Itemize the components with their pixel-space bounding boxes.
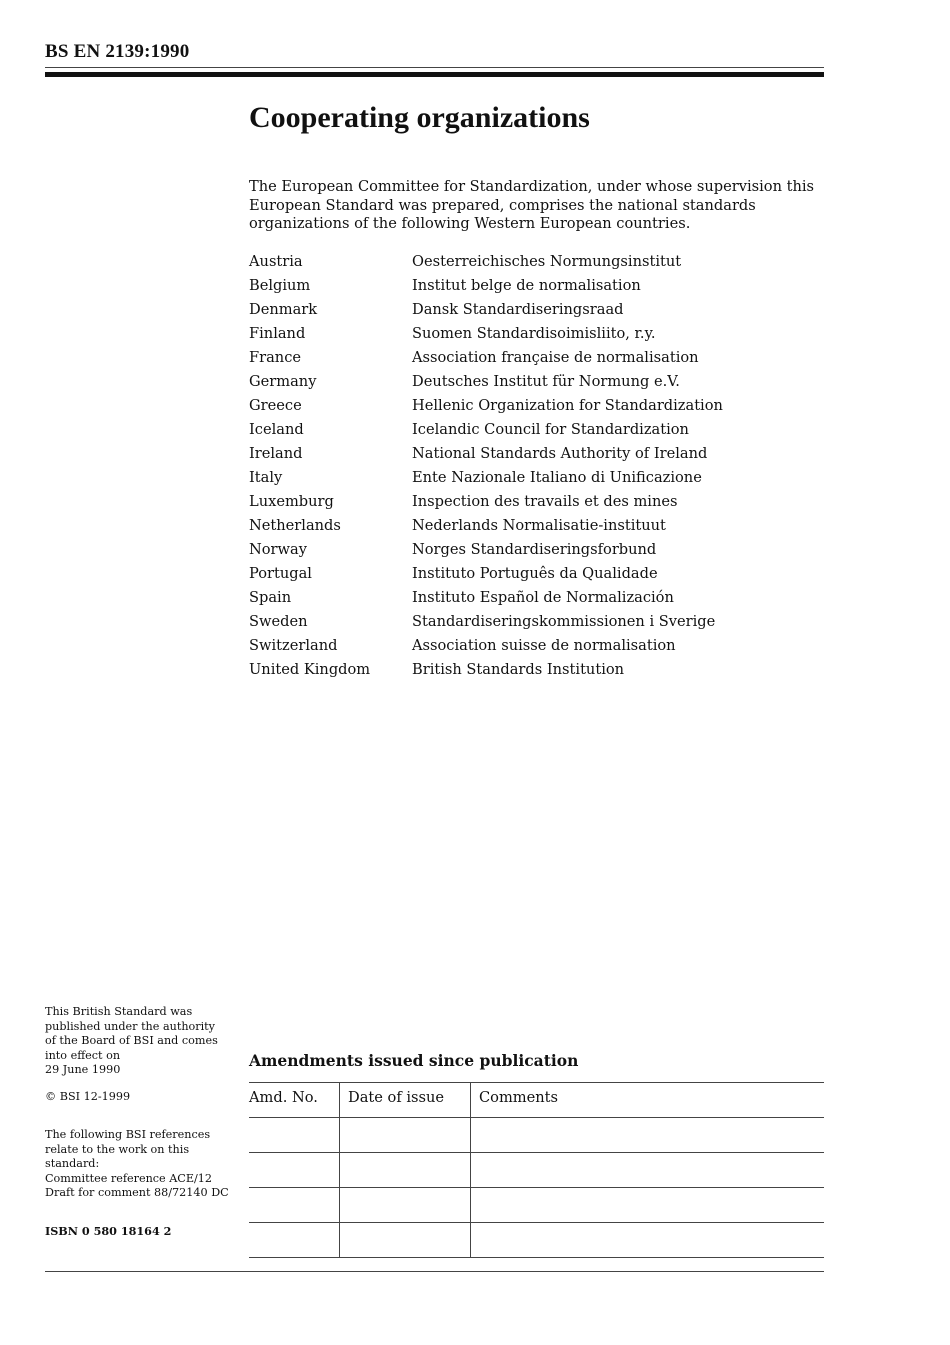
- amendments-header-row: [249, 1083, 824, 1118]
- organization-row: [249, 250, 829, 274]
- organization-country: France: [249, 349, 302, 366]
- organization-name: Association suisse de normalisation: [412, 637, 676, 654]
- amendment-cell: [471, 1118, 825, 1153]
- organization-row: [249, 538, 829, 562]
- column-header-date-of-issue: Date of issue: [340, 1083, 471, 1118]
- organization-country: Switzerland: [249, 637, 338, 654]
- organization-name: Institut belge de normalisation: [412, 277, 641, 294]
- publication-note: [45, 1005, 245, 1078]
- organization-row: [249, 322, 829, 346]
- imprint-line: This British Standard was: [45, 1005, 193, 1018]
- amendment-cell: [340, 1223, 471, 1258]
- amendment-cell: [340, 1188, 471, 1223]
- organization-country: Luxemburg: [249, 493, 334, 510]
- organization-country: Norway: [249, 541, 307, 558]
- amendment-cell: [471, 1153, 825, 1188]
- organization-name: Instituto Español de Normalización: [412, 589, 674, 606]
- header-rule-thick: [45, 72, 824, 77]
- organization-country: Italy: [249, 469, 283, 486]
- organization-name: Oesterreichisches Normungsinstitut: [412, 253, 682, 270]
- amendment-row: [249, 1153, 824, 1188]
- amendment-cell: [471, 1188, 825, 1223]
- copyright-line: © BSI 12-1999: [45, 1089, 131, 1103]
- amendments-table: [249, 1082, 824, 1258]
- organization-row: [249, 634, 829, 658]
- organization-row: [249, 658, 829, 682]
- imprint-line: of the Board of BSI and comes: [45, 1034, 218, 1047]
- intro-paragraph: The European Committee for Standardization, under whose supervision this European Standard was prepared, comprises the national standards organizations of the following Western European countries.: [249, 178, 815, 232]
- organization-row: [249, 586, 829, 610]
- document-code: BS EN 2139:1990: [45, 41, 190, 62]
- amendment-cell: [340, 1118, 471, 1153]
- organization-country: Iceland: [249, 421, 304, 438]
- organization-country: Ireland: [249, 445, 303, 462]
- amendment-row: [249, 1223, 824, 1258]
- organization-country: Belgium: [249, 277, 311, 294]
- footer-rule: [45, 1271, 824, 1272]
- organization-name: Inspection des travails et des mines: [412, 493, 678, 510]
- organization-row: [249, 514, 829, 538]
- imprint-line: relate to the work on this: [45, 1142, 190, 1156]
- organization-country: Denmark: [249, 301, 318, 318]
- organization-name: Ente Nazionale Italiano di Unificazione: [412, 469, 702, 486]
- organization-name: Dansk Standardiseringsraad: [412, 301, 624, 318]
- isbn: ISBN 0 580 18164 2: [45, 1223, 172, 1238]
- organization-country: Germany: [249, 373, 317, 390]
- page-title: Cooperating organizations: [249, 101, 590, 134]
- organization-name: British Standards Institution: [412, 661, 625, 678]
- amendments-heading: Amendments issued since publication: [249, 1051, 579, 1070]
- organization-row: [249, 490, 829, 514]
- imprint-line: Committee reference ACE/12: [45, 1171, 213, 1185]
- imprint-line: into effect on: [45, 1048, 121, 1062]
- imprint-block: [45, 1005, 245, 1238]
- organization-name: Nederlands Normalisatie-instituut: [412, 517, 666, 534]
- imprint-line: 29 June 1990: [45, 1063, 121, 1076]
- organization-country: Spain: [249, 589, 292, 606]
- organization-country: United Kingdom: [249, 661, 371, 678]
- organization-country: Portugal: [249, 565, 312, 582]
- organization-name: Instituto Português da Qualidade: [412, 565, 658, 582]
- organization-row: [249, 274, 829, 298]
- organization-name: Norges Standardiseringsforbund: [412, 541, 657, 558]
- amendment-cell: [249, 1223, 340, 1258]
- organization-row: [249, 466, 829, 490]
- amendment-row: [249, 1188, 824, 1223]
- organization-name: Icelandic Council for Standardization: [412, 421, 689, 438]
- imprint-line: The following BSI references: [45, 1128, 211, 1141]
- organization-country: Netherlands: [249, 517, 341, 534]
- amendments-body: [249, 1118, 824, 1258]
- amendment-row: [249, 1118, 824, 1153]
- organization-row: [249, 394, 829, 418]
- amendment-cell: [249, 1188, 340, 1223]
- imprint-line: published under the authority: [45, 1019, 215, 1033]
- organization-country: Austria: [249, 253, 303, 270]
- organization-name: Suomen Standardisoimisliito, r.y.: [412, 325, 656, 342]
- header-rule-thin: [45, 67, 824, 68]
- bsi-references: [45, 1128, 245, 1201]
- amendment-cell: [471, 1223, 825, 1258]
- organization-name: Hellenic Organization for Standardization: [412, 397, 723, 414]
- organization-row: [249, 418, 829, 442]
- organization-row: [249, 298, 829, 322]
- column-header-amd-no: Amd. No.: [249, 1083, 340, 1118]
- organization-row: [249, 370, 829, 394]
- column-header-comments: Comments: [471, 1083, 825, 1118]
- organization-row: [249, 562, 829, 586]
- organization-name: Standardiseringskommissionen i Sverige: [412, 613, 716, 630]
- organization-country: Sweden: [249, 613, 308, 630]
- organization-name: National Standards Authority of Ireland: [412, 445, 708, 462]
- amendment-cell: [249, 1118, 340, 1153]
- organization-country: Greece: [249, 397, 302, 414]
- organization-name: Association française de normalisation: [412, 349, 699, 366]
- organization-row: [249, 346, 829, 370]
- amendment-cell: [249, 1153, 340, 1188]
- amendment-cell: [340, 1153, 471, 1188]
- organization-country: Finland: [249, 325, 306, 342]
- organization-row: [249, 610, 829, 634]
- imprint-line: standard:: [45, 1157, 100, 1170]
- organization-name: Deutsches Institut für Normung e.V.: [412, 373, 680, 390]
- imprint-line: Draft for comment 88/72140 DC: [45, 1186, 229, 1199]
- organizations-list: [249, 250, 829, 682]
- organization-row: [249, 442, 829, 466]
